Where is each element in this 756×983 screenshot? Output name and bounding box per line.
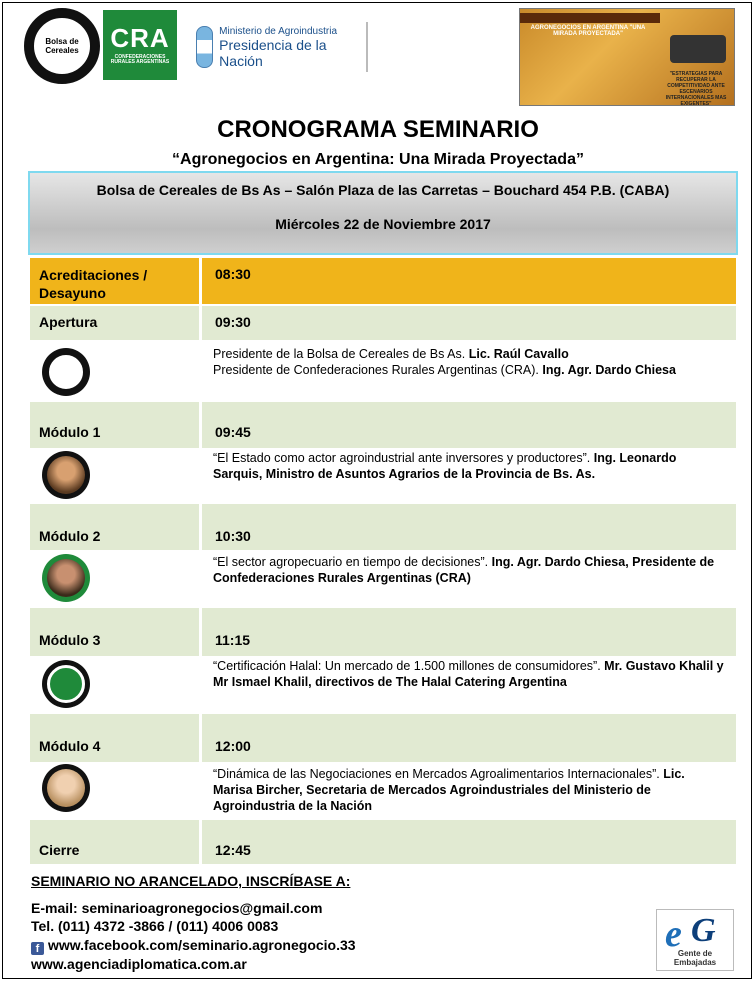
website-link[interactable]: www.agenciadiplomatica.com.ar — [31, 956, 247, 972]
row-time: 08:30 — [215, 266, 251, 282]
venue-location: Bolsa de Cereales de Bs As – Salón Plaza de las Carretas – Bouchard 454 P.B. (CABA) — [96, 182, 670, 198]
schedule-row-modulo3 — [30, 608, 736, 656]
row-description: “Certificación Halal: Un mercado de 1.500 millones de consumidores”. Mr. Gustavo Khalil y Mr Ismael Khalil, directivos de The Halal Catering Argentina — [213, 659, 724, 689]
page-subtitle: “Agronegocios en Argentina: Una Mirada Proyectada” — [172, 151, 584, 168]
row-time: 11:15 — [215, 632, 251, 648]
row-label: Módulo 3 — [39, 632, 101, 648]
page-title: CRONOGRAMA SEMINARIO — [217, 116, 539, 143]
venue-date: Miércoles 22 de Noviembre 2017 — [275, 216, 491, 232]
row-label: Módulo 2 — [39, 528, 101, 544]
row-label: Módulo 1 — [39, 424, 101, 440]
row-label: Módulo 4 — [39, 738, 101, 754]
halal-logo-avatar — [42, 660, 90, 708]
schedule-row-modulo1 — [30, 402, 736, 448]
schedule-detail-modulo4 — [30, 762, 736, 820]
row-time: 09:45 — [215, 424, 251, 440]
row-time: 12:00 — [215, 738, 251, 754]
poster-subtitle: "ESTRATEGIAS PARA RECUPERAR LA COMPETITIVIDAD ANTE ESCENARIOS INTERNACIONALES MAS EXIGENTES" — [665, 71, 727, 106]
bolsa-logo-avatar — [42, 348, 90, 396]
row-label: Acreditaciones / Desayuno — [39, 267, 148, 301]
row-time: 09:30 — [215, 314, 251, 330]
row-time: 12:45 — [215, 842, 251, 858]
argentina-shield-icon — [196, 26, 213, 68]
schedule-row-modulo2 — [30, 504, 736, 550]
bolsa-cereales-logo — [24, 8, 100, 84]
schedule-detail-modulo2 — [30, 550, 736, 608]
cra-logo-big: CRA — [110, 22, 170, 53]
row-description: “El sector agropecuario en tiempo de decisiones”. Ing. Agr. Dardo Chiesa, Presidente de Confederaciones Rurales Argentinas (CRA) — [213, 555, 715, 585]
row-time: 10:30 — [215, 528, 251, 544]
ministerio-logo — [196, 22, 368, 72]
schedule-detail-modulo3 — [30, 656, 736, 714]
cra-logo — [103, 10, 177, 80]
cra-logo-small: CONFEDERACIONES RURALES ARGENTINAS — [110, 53, 170, 65]
contact-phone: Tel. (011) 4372 -3866 / (011) 4006 0083 — [31, 918, 279, 934]
row-label: Cierre — [39, 842, 80, 858]
contact-email[interactable]: E-mail: seminarioagronegocios@gmail.com — [31, 900, 323, 916]
harvester-icon — [670, 35, 726, 63]
row-label: Apertura — [39, 314, 98, 330]
seminar-poster-thumbnail — [519, 8, 735, 106]
schedule-detail-apertura — [30, 340, 736, 402]
schedule-detail-modulo1 — [30, 448, 736, 504]
schedule-row-cierre — [30, 820, 736, 864]
facebook-icon: f — [31, 942, 44, 955]
speaker-photo-avatar — [42, 554, 90, 602]
venue-box — [28, 171, 738, 255]
ministerio-line1: Ministerio de Agroindustria — [219, 25, 338, 37]
row-description: Presidente de la Bolsa de Cereales de Bs As. Lic. Raúl Cavallo Presidente de Confederaciones Rurales Argentinas (CRA). Ing. Agr. Dardo Chiesa — [213, 347, 676, 377]
ge-logo-label: Gente de Embajadas — [673, 949, 717, 967]
speaker-photo-avatar — [42, 451, 90, 499]
speaker-photo-avatar — [42, 764, 90, 812]
row-description: “El Estado como actor agroindustrial ante inversores y productores”. Ing. Leonardo Sarquis, Ministro de Asuntos Agrarios de la Provincia de Bs. As. — [213, 451, 677, 481]
schedule-row-acreditaciones — [30, 258, 736, 304]
row-description: “Dinámica de las Negociaciones en Mercados Agroalimentarios Internacionales”. Lic. Marisa Bircher, Secretaria de Mercados Agroindustriales del Ministerio de Agroindustria de la Nación — [213, 767, 685, 813]
poster-title: AGRONEGOCIOS EN ARGENTINA "UNA MIRADA PROYECTADA" — [530, 25, 646, 37]
facebook-link[interactable]: f www.facebook.com/seminario.agronegocio.33 — [31, 937, 356, 955]
bolsa-logo-text: Bolsa de Cereales — [32, 16, 92, 76]
ministerio-line2: Presidencia de la Nación — [219, 36, 327, 69]
gente-de-embajadas-logo: e G Gente de Embajadas — [656, 909, 734, 971]
schedule-row-apertura — [30, 306, 736, 340]
registration-notice: SEMINARIO NO ARANCELADO, INSCRÍBASE A: — [31, 873, 351, 889]
schedule-row-modulo4 — [30, 714, 736, 762]
